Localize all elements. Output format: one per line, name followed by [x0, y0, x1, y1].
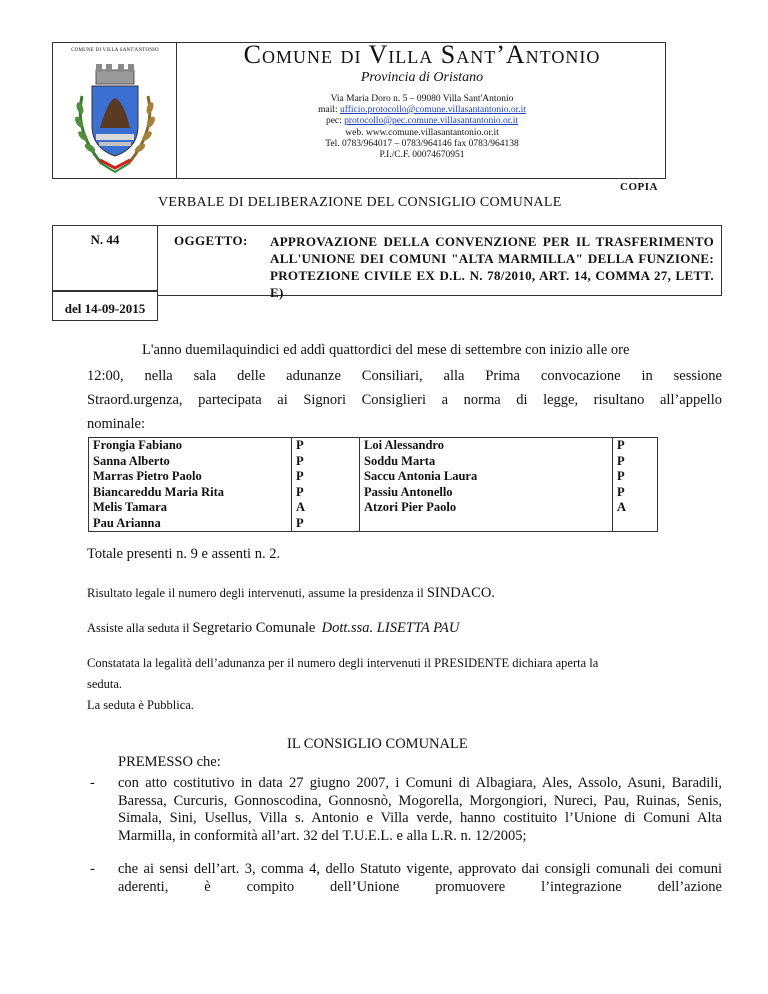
attendance-left-status — [292, 438, 360, 532]
attendance-status: A — [617, 500, 627, 514]
web-line: web. www.comune.villasantantonio.or.it — [345, 128, 499, 138]
secretary-name: Dott.ssa. LISETTA PAU — [321, 620, 460, 636]
mail-line: mail: ufficio.protocollo@comune.villasantantonio.or.it — [318, 105, 526, 115]
attendance-status: P — [296, 515, 304, 530]
bullet-dash: - — [90, 775, 95, 791]
councillor-name: Saccu Antonia Laura — [364, 469, 478, 483]
premesso-label: PREMESSO che: — [118, 754, 221, 770]
councillor-name: Passiu Antonello — [364, 484, 453, 499]
intro-line-2: 12:00, nella sala delle adunanze Consiliari, alla Prima convocazione in sessione — [87, 368, 722, 384]
municipality-title: Comune di Villa Sant’Antonio — [243, 40, 601, 69]
president-role: SINDACO. — [426, 585, 495, 601]
legal-line: Risultato legale il numero degli intervenuti, assume la presidenza il SINDACO. — [87, 585, 495, 601]
crest-caption: COMUNE DI VILLA SANT'ANTONIO — [71, 48, 159, 53]
coat-of-arms-icon — [72, 56, 158, 174]
attendance-status: P — [617, 453, 625, 468]
pec-link[interactable]: protocollo@pec.comune.villasantantonio.or.it — [344, 116, 519, 126]
pec-line: pec: protocollo@pec.comune.villasantantonio.or.it — [325, 116, 519, 126]
attendance-right-status — [613, 438, 658, 532]
councillor-name: Frongia Fabiano — [93, 438, 183, 452]
attendance-left-names — [89, 438, 292, 532]
constatata-line-1: Constatata la legalità dell’adunanza per il numero degli intervenuti il PRESIDENTE dichiara aperta la — [87, 656, 599, 670]
attendance-status: P — [296, 484, 304, 499]
bullet-dash: - — [90, 861, 95, 877]
councillor-name: Pau Arianna — [93, 515, 161, 530]
councillor-name: Melis Tamara — [93, 500, 167, 514]
councillor-name: Sanna Alberto — [93, 453, 170, 468]
address-line: Via Maria Doro n. 5 – 09080 Villa Sant'Antonio — [330, 94, 514, 104]
province-label: Provincia di Oristano — [360, 70, 484, 85]
secretary-line: Assiste alla seduta il Segretario Comunale Dott.ssa. LISETTA PAU — [87, 620, 460, 636]
attendance-right-names — [360, 438, 613, 532]
attendance-status: A — [296, 500, 306, 514]
intro-line-3: Straord.urgenza, partecipata ai Signori Consiglieri a norma di legge, risultano all’appello — [87, 392, 722, 408]
intro-line-4: nominale: — [87, 416, 145, 432]
subject-label: OGGETTO: — [174, 233, 248, 248]
councillor-name: Soddu Marta — [364, 453, 436, 468]
attendance-table — [88, 437, 658, 532]
public-session-line: La seduta è Pubblica. — [87, 698, 194, 712]
attendance-status: P — [617, 484, 625, 499]
councillor-name: Biancareddu Maria Rita — [93, 484, 225, 499]
vat-line: P.I./C.F. 00074670951 — [379, 150, 465, 160]
attendance-status: P — [296, 469, 304, 483]
paragraph-2: che ai sensi dell’art. 3, comma 4, dello Statuto vigente, approvato dai consigli comunali dei comuni aderenti, è compito dell’Unione promuovere l’integrazione dell’azione — [118, 861, 722, 895]
council-title: IL CONSIGLIO COMUNALE — [287, 736, 468, 752]
attendance-status: P — [296, 438, 304, 452]
councillor-name: Atzori Pier Paolo — [364, 500, 457, 514]
delibera-date: del 14-09-2015 — [64, 301, 146, 316]
copy-label: COPIA — [620, 181, 658, 193]
councillor-name: Loi Alessandro — [364, 438, 444, 452]
attendance-status: P — [617, 438, 625, 452]
phone-line: Tel. 0783/964017 – 0783/964146 fax 0783/964138 — [325, 139, 519, 149]
totals-line: Totale presenti n. 9 e assenti n. 2. — [87, 546, 281, 562]
secretary-role: Segretario Comunale — [192, 620, 316, 636]
subject-text: APPROVAZIONE DELLA CONVENZIONE PER IL TRASFERIMENTO ALL'UNIONE DEI COMUNI "ALTA MARMILLA" DELLA FUNZIONE: PROTEZIONE CIVILE EX D.L. N. 78/2010, ART. 14, COMMA 27, LETT. E) — [270, 234, 714, 300]
delibera-number: N. 44 — [90, 232, 120, 247]
paragraph-1: con atto costitutivo in data 27 giugno 2007, i Comuni di Albagiara, Ales, Assolo, Asuni, Baradili, Baressa, Curcuris, Gonnoscodina, Gonnosnò, Mogorella, Morgongiori, Nureci, Pau, Ruinas, Senis, Simala, Sini, Usellus, Villa s. Antonio e Villa verde, hanno costituito l’Unione di Comuni Alta Marmilla, in conformità all’art. 32 del T.U.E.L. e alla L.R. n. 12/2005; — [118, 775, 722, 844]
intro-line-1: L'anno duemilaquindici ed addì quattordici del mese di settembre con inizio alle ore — [142, 342, 630, 358]
constatata-line-2: seduta. — [87, 677, 123, 691]
attendance-status: P — [296, 453, 304, 468]
councillor-name: Marras Pietro Paolo — [93, 469, 202, 483]
document-title: VERBALE DI DELIBERAZIONE DEL CONSIGLIO COMUNALE — [158, 195, 562, 210]
attendance-status: P — [617, 469, 625, 483]
mail-link[interactable]: ufficio.protocollo@comune.villasantantonio.or.it — [340, 105, 526, 115]
